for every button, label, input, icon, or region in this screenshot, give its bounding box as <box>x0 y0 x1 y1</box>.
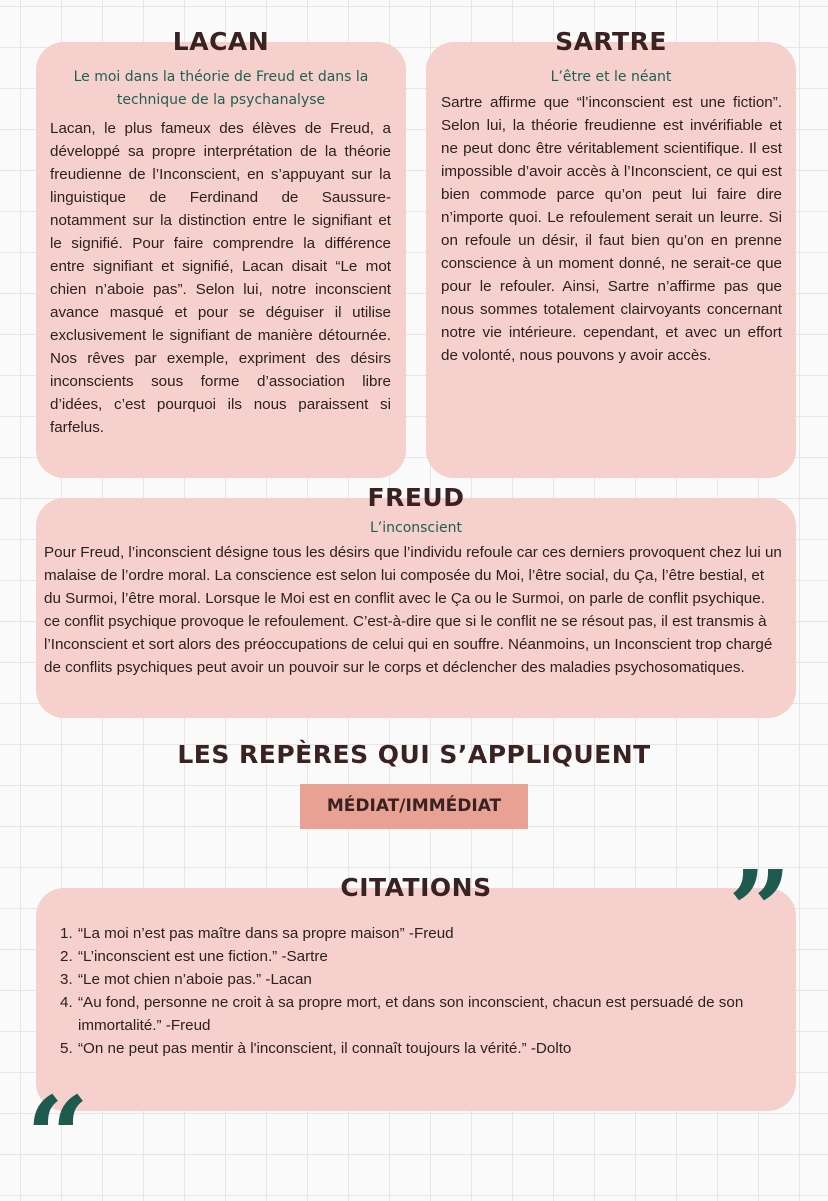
quote-close-icon: ” <box>728 846 792 975</box>
lacan-body: Lacan, le plus fameux des élèves de Freud, a développé sa propre interprétation de la théorie freudienne de l’Inconscient, en s’appuyant sur la linguistique de Ferdinand de Saussure- notamment sur la distinction entre le signifiant et le signifié. Pour faire comprendre la différence entre signifiant et signifié, Lacan disait “Le mot chien n’aboie pas”. Selon lui, notre inconscient avance masqué et pour se déguiser il utilise exclusivement le signifiant de manière détournée. Nos rêves par exemple, expriment des désirs inconscients sous forme d’association libre d’idées, c’est pourquoi ils nous paraissent si farfelus. <box>50 120 391 436</box>
citation-item: 5. “On ne peut pas mentir à l'inconscient, il connaît toujours la vérité.” -Dolto <box>60 1040 572 1057</box>
sartre-title: SARTRE <box>555 27 667 56</box>
citation-item: 4. “Au fond, personne ne croit à sa propre mort, et dans son inconscient, chacun est persuadé de son immortalité.” -Freud <box>60 994 744 1034</box>
citation-item: 1. “La moi n’est pas maître dans sa propre maison” -Freud <box>60 925 454 942</box>
citation-item: 2. “L’inconscient est une fiction.” -Sartre <box>60 948 328 965</box>
sartre-body: Sartre affirme que “l’inconscient est une fiction”. Selon lui, la théorie freudienne est invérifiable et ne peut donc être véritablement scientifique. Il est impossible d’avoir accès à l’Inconscient, ce qui est bien commode parce qu’on peut lui faire dire n’importe quoi. Le refoulement serait un leurre. Si on refoule un désir, il faut bien qu’on en prenne conscience à un moment donné, ne serait-ce que pour le refouler. Ainsi, Sartre n’affirme pas que nous sommes totalement clairvoyants concernant notre vie intérieure. cependant, et avec un effort de volonté, nous pouvons y avoir accès. <box>441 94 782 364</box>
citations-title: CITATIONS <box>340 873 492 902</box>
freud-title: FREUD <box>367 483 465 512</box>
lacan-title: LACAN <box>172 27 270 56</box>
lacan-subtitle: Le moi dans la théorie de Freud et dans la technique de la psychanalyse <box>73 69 369 108</box>
reperes-tag: MÉDIAT/IMMÉDIAT <box>300 784 528 829</box>
quote-open-icon: “ <box>26 1072 90 1201</box>
citation-item: 3. “Le mot chien n’aboie pas.” -Lacan <box>60 971 312 988</box>
freud-subtitle: L’inconscient <box>369 520 462 536</box>
citations-list <box>60 922 790 1060</box>
reperes-title: LES REPÈRES QUI S’APPLIQUENT <box>177 740 651 769</box>
sartre-subtitle: L’être et le néant <box>550 69 672 85</box>
freud-body: Pour Freud, l’inconscient désigne tous les désirs que l’individu refoule car ces derniers provoquent chez lui un malaise de l’ordre moral. La conscience est selon lui composée du Moi, l’être social, du Ça, l’être bestial, et du Surmoi, l’être moral. Lorsque le Moi est en conflit avec le Ça ou le Surmoi, on parle de conflit psychique. ce conflit psychique provoque le refoulement. C’est-à-dire que si le conflit ne se résout pas, il est transmis à l’Inconscient et sort alors des préoccupations de celui qui en souffre. Néanmoins, un Inconscient trop chargé de conflits psychiques peut avoir un pouvoir sur le corps et déclencher des maladies psychosomatiques. <box>44 544 782 676</box>
